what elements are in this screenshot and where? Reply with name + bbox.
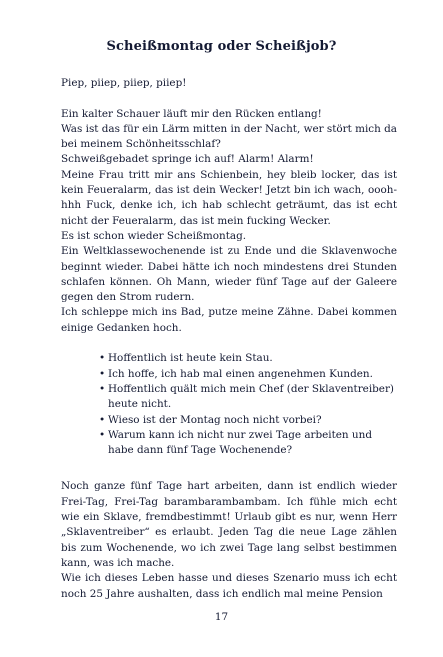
paragraph-gap bbox=[61, 336, 397, 351]
paragraph: Was ist das für ein Lärm mitten in der Nacht, wer stört mich da bei meinem Schönheitsschlaf? bbox=[61, 122, 397, 151]
list-item: • Ich hoffe, ich hab mal einen angenehmen Kunden. bbox=[99, 367, 397, 382]
paragraph: Es ist schon wieder Scheißmontag. bbox=[61, 229, 247, 242]
paragraph-gap bbox=[61, 458, 397, 479]
page-number: 17 bbox=[214, 611, 229, 623]
paragraph: Ein kalter Schauer läuft mir den Rücken entlang! bbox=[61, 107, 322, 120]
page-body bbox=[61, 76, 397, 602]
chapter-title: Scheißmontag oder Scheißjob? bbox=[106, 39, 337, 54]
list-item: • Warum kann ich nicht nur zwei Tage arbeiten und habe dann fünf Tage Wochenende? bbox=[99, 428, 397, 459]
paragraph: Ein Weltklassewochenende ist zu Ende und die Sklavenwoche beginnt wieder. Dabei hätte ich noch mindestens drei Stunden schlafen können. Oh Mann, wieder fünf Tage auf der Galeere gegen den Strom rudern. bbox=[61, 245, 397, 304]
list-item: • Hoffentlich ist heute kein Stau. bbox=[99, 351, 397, 366]
paragraph: Meine Frau tritt mir ans Schienbein, hey bleib locker, das ist kein Feueralarm, das ist dein Wecker! Jetzt bin ich wach, oooh-hhh Fuck, denke ich, ich hab schlecht geträumt, das ist echt nicht der Feueralarm, das ist mein fucking Wecker. bbox=[61, 168, 397, 227]
paragraph: Ich schleppe mich ins Bad, putze meine Zähne. Dabei kommen einige Gedanken hoch. bbox=[61, 306, 397, 334]
bullet-list bbox=[61, 351, 397, 458]
paragraph-gap bbox=[61, 91, 397, 106]
list-item: • Hoffentlich quält mich mein Chef (der Sklaventreiber) heute nicht. bbox=[99, 382, 397, 413]
paragraph: Schweißgebadet springe ich auf! Alarm! Alarm! bbox=[61, 153, 314, 166]
list-item: • Wieso ist der Montag noch nicht vorbei? bbox=[99, 413, 397, 428]
paragraph: Wie ich dieses Leben hasse und dieses Szenario muss ich echt noch 25 Jahre aushalten, dass ich endlich mal meine Pension bbox=[61, 572, 397, 600]
paragraph: Noch ganze fünf Tage hart arbeiten, dann ist endlich wieder Frei-Tag, Frei-Tag barambarambambam. Ich fühle mich echt wie ein Sklave, fremdbestimmt! Urlaub gibt es nur, wenn Herr „Sklaventreiber“ es erlaubt. Jeden Tag die neue Lage zählen bis zum Wochenende, wo ich zwei Tage lang selbst bestimmen kann, was ich mache. bbox=[61, 480, 397, 569]
paragraph: Piep, piiep, piiep, piiep! bbox=[61, 77, 187, 89]
